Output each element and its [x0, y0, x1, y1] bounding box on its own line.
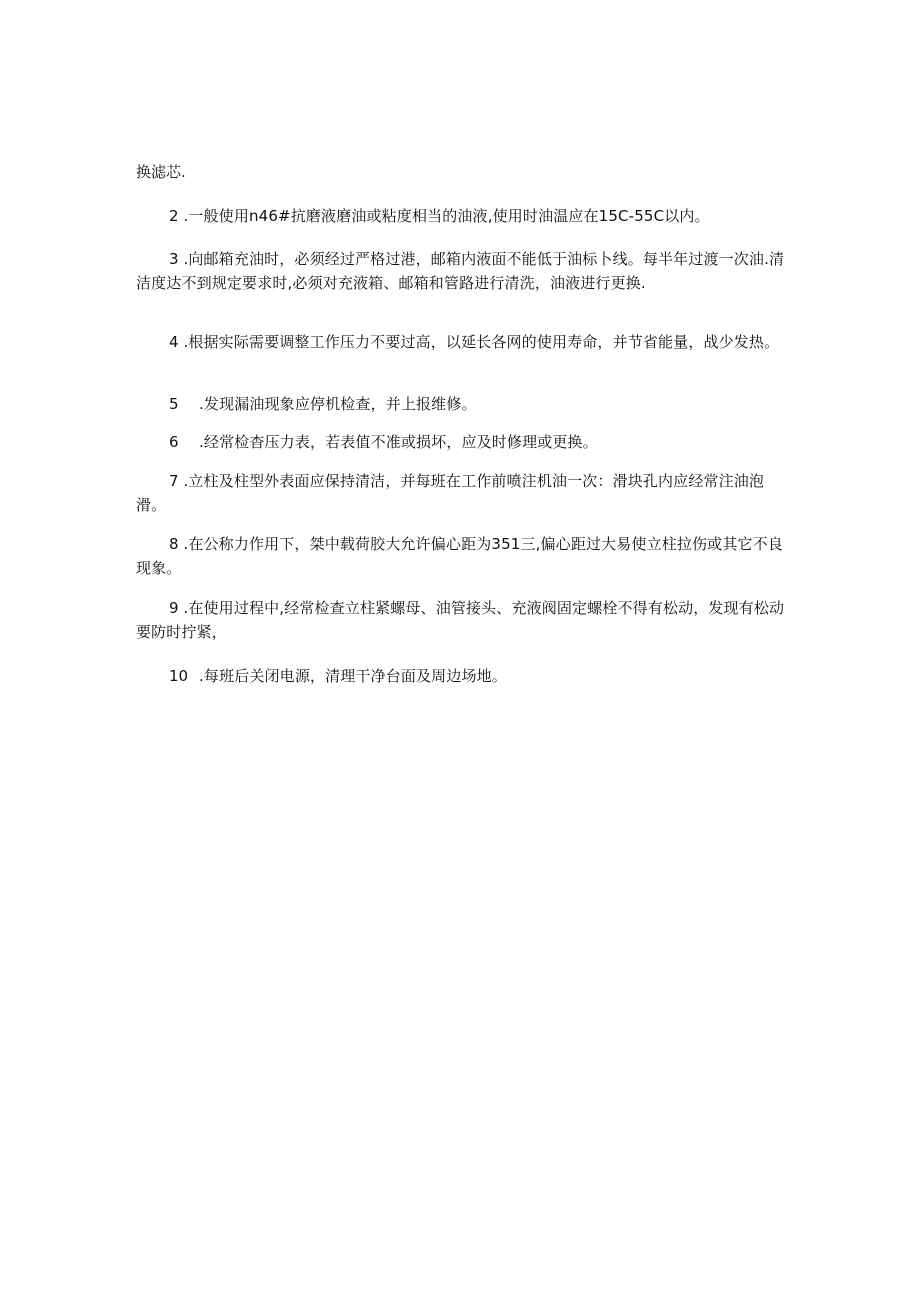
- item-number: 10: [169, 667, 189, 685]
- list-item: [136, 430, 786, 454]
- item-number: 2: [169, 207, 179, 225]
- item-number: 9: [169, 599, 179, 617]
- item-text: .在使用过程中,经常检查立柱紧螺母、油管接头、充液阀固定螺栓不得有松动，发现有松动要防时拧紧，: [136, 599, 785, 641]
- item-number: 6: [169, 433, 179, 451]
- continuation-text: 换滤芯.: [136, 163, 186, 181]
- item-text: .在公称力作用下，桀中载荷胶大允许偏心距为351三,偏心距过大易使立柱拉伤或其它不良现象。: [136, 535, 783, 577]
- item-number: 8: [169, 535, 179, 553]
- list-item: [136, 392, 786, 416]
- item-text: .发现漏油现象应停机检查，并上报维修。: [199, 395, 477, 413]
- item-number: 5: [169, 395, 179, 413]
- list-item: [136, 596, 786, 644]
- item-text: .向邮箱充油时，必须经过严格过港，邮箱内液面不能低于油标卜线。每半年过渡一次油.清洁度达不到规定要求时,必须对充液箱、邮箱和管路进行清洗，油液进行更换.: [136, 250, 785, 292]
- list-item: [136, 664, 786, 688]
- item-number: 3: [169, 250, 179, 268]
- list-item: [136, 532, 786, 580]
- list-item: [136, 204, 786, 228]
- item-number: 7: [169, 472, 179, 490]
- item-number: 4: [169, 333, 179, 351]
- list-item: [136, 330, 786, 354]
- item-text: .一般使用n46#抗磨液磨油或粘度相当的油液,使用时油温应在15C-55C以内。: [178, 207, 710, 225]
- list-item: [136, 247, 786, 295]
- list-item: [136, 469, 786, 517]
- item-text: .每班后关闭电源，清理干净台面及周边场地。: [199, 667, 507, 685]
- item-text: .立柱及柱型外表面应保持清洁，并每班在工作前喷注机油一次：滑块孔内应经常注油泡滑。: [136, 472, 765, 514]
- item-text: .经常检杳压力表，若表值不准或损坏，应及时修理或更换。: [199, 433, 598, 451]
- item-text: .根据实际需要调整工作压力不要过高，以延长各网的使用寿命，并节省能量，战少发热。: [178, 333, 780, 351]
